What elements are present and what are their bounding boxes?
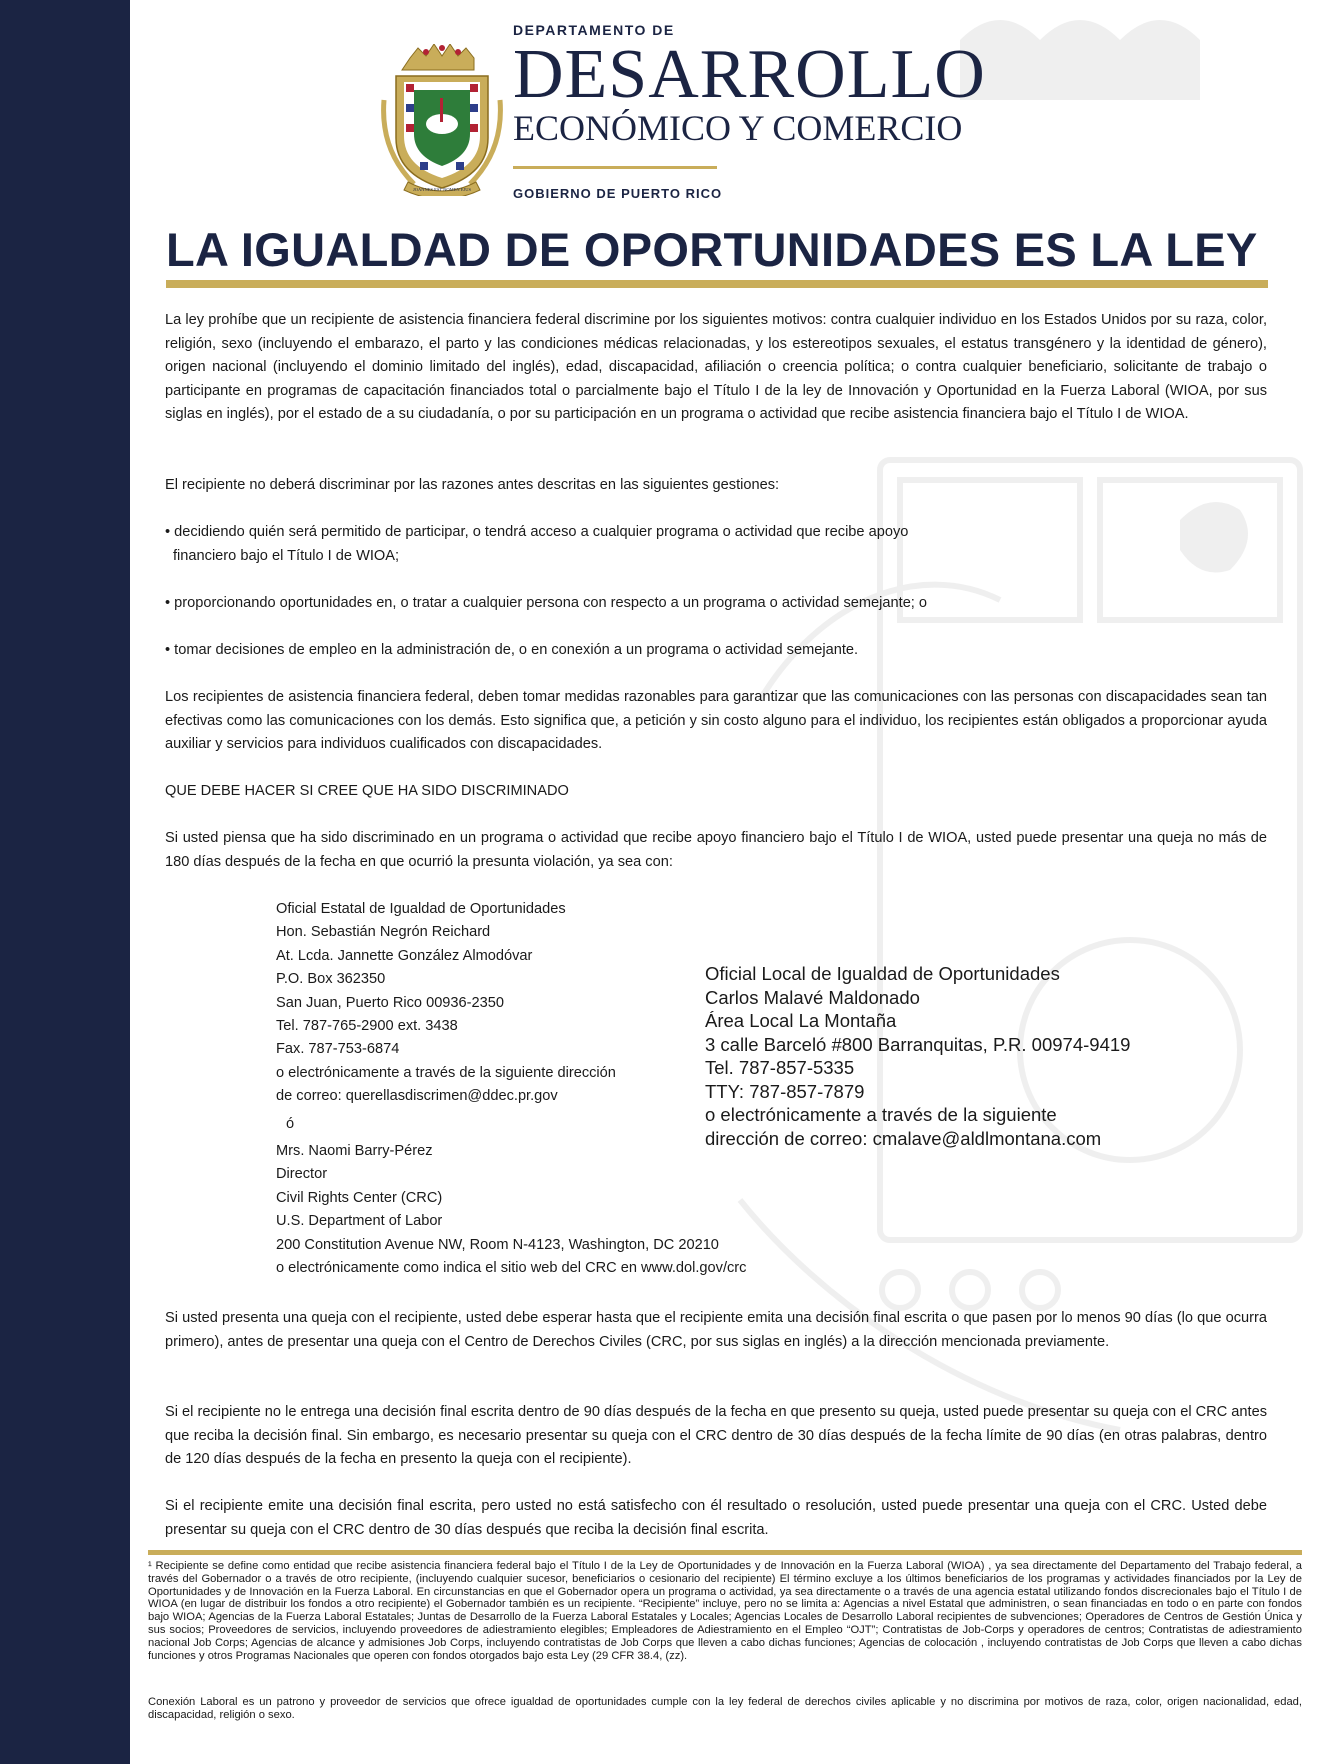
address-line: Fax. 787-753-6874 <box>276 1041 400 1058</box>
unsatisfied-paragraph: Si el recipiente emite una decisión final escrita, pero usted no está satisfecho con él resultado o resolución, usted puede presentar una queja con el CRC. Usted debe presentar su queja con el CRC dentro de 30 días después que reciba la decisión final escrita. <box>165 1498 1267 1538</box>
accessibility-paragraph: Los recipientes de asistencia financiera federal, deben tomar medidas razonables para garantizar que las comunicaciones con las personas con discapacidades sean tan efectivas como las comunicaciones con los demás. Esto significa que, a petición y sin costo alguno para el individuo, los recipientes están obligados a proporcionar ayuda auxiliar y servicios para individuos cualificados con discapacidades. <box>165 689 1267 752</box>
agency-header <box>513 22 986 201</box>
address-line: dirección de correo: cmalave@aldlmontana.com <box>705 1127 1102 1149</box>
dept-subtitle: ECONÓMICO Y COMERCIO <box>513 108 963 148</box>
conexion-laboral-statement: Conexión Laboral es un patrono y proveedor de servicios que ofrece igualdad de oportunidades cumple con la ley federal de derechos civiles aplicable y no discrimina por motivos de raza, color, origen nacionalidad, edad, discapacidad, religión o sexo. <box>148 1696 1302 1721</box>
footer-gold-rule <box>148 1550 1302 1555</box>
bullet-item-opportunities: • proporcionando oportunidades en, o tratar a cualquier persona con respecto a un programa o actividad semejante; o <box>165 595 928 611</box>
document-page <box>130 0 1321 1764</box>
address-line: Carlos Malavé Maldonado <box>705 986 920 1008</box>
address-line: 200 Constitution Avenue NW, Room N-4123, Washington, DC 20210 <box>276 1236 719 1253</box>
government-label: GOBIERNO DE PUERTO RICO <box>513 186 723 201</box>
wait-paragraph: Si usted presenta una queja con el recipiente, usted debe esperar hasta que el recipiente emita una decisión final escrita o que pasen por lo menos 90 días (lo que ocurra primero), antes de presentar una queja con el Centro de Derechos Civiles (CRC, por sus siglas en inglés) a la dirección mencionada previamente. <box>165 1310 1267 1350</box>
address-line: o electrónicamente a través de la siguiente <box>705 1104 1057 1125</box>
or-separator: ó <box>286 1115 295 1132</box>
bullet-line: • decidiendo quién será permitido de participar, o tendrá acceso a cualquier programa o actividad que recibe apoyo <box>165 524 909 540</box>
address-line: o electrónicamente a través de la siguiente dirección <box>276 1064 616 1081</box>
bullet-item-access <box>165 521 1165 568</box>
address-line: Oficial Local de Igualdad de Oportunidades <box>705 963 1060 984</box>
address-line: Área Local La Montaña <box>705 1010 897 1031</box>
address-line: TTY: 787-857-7879 <box>705 1080 865 1102</box>
address-line: 3 calle Barceló #800 Barranquitas, P.R. 00974-9419 <box>705 1033 1131 1055</box>
address-line: Oficial Estatal de Igualdad de Oportunidades <box>276 901 566 917</box>
bullet-line: financiero bajo el Título I de WIOA; <box>173 547 400 564</box>
puerto-rico-coat-of-arms-seal <box>380 44 504 196</box>
discrimination-heading: QUE DEBE HACER SI CREE QUE HA SIDO DISCRIMINADO <box>165 783 569 799</box>
address-line: Mrs. Naomi Barry-Pérez <box>276 1143 433 1160</box>
no-decision-paragraph: Si el recipiente no le entrega una decisión final escrita dentro de 90 días después de la fecha en que presento su queja, usted puede presentar su queja con el CRC antes que reciba la decisión final. Sin embargo, es necesario presentar su queja con el CRC dentro de 30 días después de la fecha límite de 90 días (en otras palabras, dentro de 120 días después de la fecha en presento la queja con el recipiente). <box>165 1404 1267 1467</box>
complaint-intro-paragraph: Si usted piensa que ha sido discriminado en un programa o actividad que recibe apoyo financiero bajo el Título I de WIOA, usted puede presentar una queja no más de 180 días después de la fecha en que ocurrió la presunta violación, ya sea con: <box>165 830 1267 870</box>
intro-paragraph: La ley prohíbe que un recipiente de asistencia financiera federal discrimine por los siguientes motivos: contra cualquier individuo en los Estados Unidos por su raza, color, religión, sexo (incluyendo el embarazo, el parto y las condiciones médicas relacionadas, y los estereotipos sexuales, el estatus transgénero y la identidad de género), origen nacional (incluyendo el dominio limitado del inglés), edad, discapacidad, afiliación o creencia política; o contra cualquier beneficiario, solicitante de trabajo o participante en programas de capacitación financiados total o parcialmente bajo el Título I de la ley de Innovación y Oportunidad en la Fuerza Laboral (WIOA, por sus siglas en inglés), por el estado de a su ciudadanía, o por su participación en un programa o actividad que recibe asistencia financiera bajo el Título I de WIOA. <box>165 312 1267 422</box>
address-line: Tel. 787-857-5335 <box>705 1057 855 1078</box>
svg-text:JOANNES EST NOMEN EJUS: JOANNES EST NOMEN EJUS <box>412 187 472 192</box>
address-line: San Juan, Puerto Rico 00936-2350 <box>276 994 504 1011</box>
address-line: Tel. 787-765-2900 ext. 3438 <box>276 1018 458 1035</box>
state-officer-address <box>276 898 746 1281</box>
page-title: LA IGUALDAD DE OPORTUNIDADES ES LA LEY <box>166 223 1258 276</box>
address-line: de correo: querellasdiscrimen@ddec.pr.gov <box>276 1088 558 1105</box>
dept-name: DESARROLLO <box>513 36 986 113</box>
header-gold-divider <box>513 166 717 169</box>
title-gold-rule <box>166 280 1268 288</box>
dept-of-label: DEPARTAMENTO DE <box>513 22 675 38</box>
recipient-footnote: ¹ Recipiente se define como entidad que recibe asistencia financiera federal bajo el Título I de la Ley de Oportunidades y de Innovación en la Fuerza Laboral (WIOA) , ya sea directamente del Departamento del Trabajo federal, a través del Gobernador o a través de otro recipiente, (incluyendo cualquier sucesor, beneficiarios o cesionario del recipiente) El término excluye a los últimos beneficiarios de los programas y actividades financiados por la Ley de Oportunidades y de Innovación en la Fuerza Laboral. En circunstancias en que el Gobernador opera un programa o actividad, ya sea directamente o a través de una agencia estatal utilizando fondos discrecionales bajo el Título I de WIOA (en lugar de distribuir los fondos a otro recipiente) el Gobernador también es un recipiente. “Recipiente” incluye, pero no se limita a: Agencias a nivel Estatal que administren, o sean financiadas en todo o en parte con fondos bajo WIOA; Agencias de la Fuerza Laboral Estatales; Juntas de Desarrollo de la Fuerza Laboral Estatales y Locales; Agencias Locales de Desarrollo Laboral recipientes de subvenciones; Operadores de Centros de Gestión Única y sus socios; Proveedores de servicios, incluyendo proveedores de adiestramiento elegibles; Empleadores de Adiestramiento en el Empleo “OJT”; Contratistas de Job-Corps y operadores de centros; Contratistas de adiestramiento nacional Job Corps; Agencias de alcance y admisiones Job Corps, incluyendo contratistas de Job Corps que lleven a cabo dichas funciones; Agencias de colocación , incluyendo contratistas de Job Corps que lleven a cabo dichas funciones y otros Programas Nacionales que operen con fondos otorgados bajo esta Ley (29 CFR 38.4, (zz). <box>148 1560 1302 1662</box>
address-line: U.S. Department of Labor <box>276 1213 443 1230</box>
address-line: o electrónicamente como indica el sitio web del CRC en www.dol.gov/crc <box>276 1260 747 1277</box>
local-officer-address <box>705 962 1130 1150</box>
left-navy-band <box>0 0 130 1764</box>
address-line: At. Lcda. Jannette González Almodóvar <box>276 947 533 964</box>
address-line: Director <box>276 1166 328 1183</box>
bullet-item-employment: • tomar decisiones de empleo en la administración de, o en conexión a un programa o actividad semejante. <box>165 642 859 658</box>
lead-paragraph: El recipiente no deberá discriminar por las razones antes descritas en las siguientes gestiones: <box>165 477 780 493</box>
address-line: Hon. Sebastián Negrón Reichard <box>276 924 491 941</box>
address-line: Civil Rights Center (CRC) <box>276 1189 443 1206</box>
address-line: P.O. Box 362350 <box>276 971 386 988</box>
